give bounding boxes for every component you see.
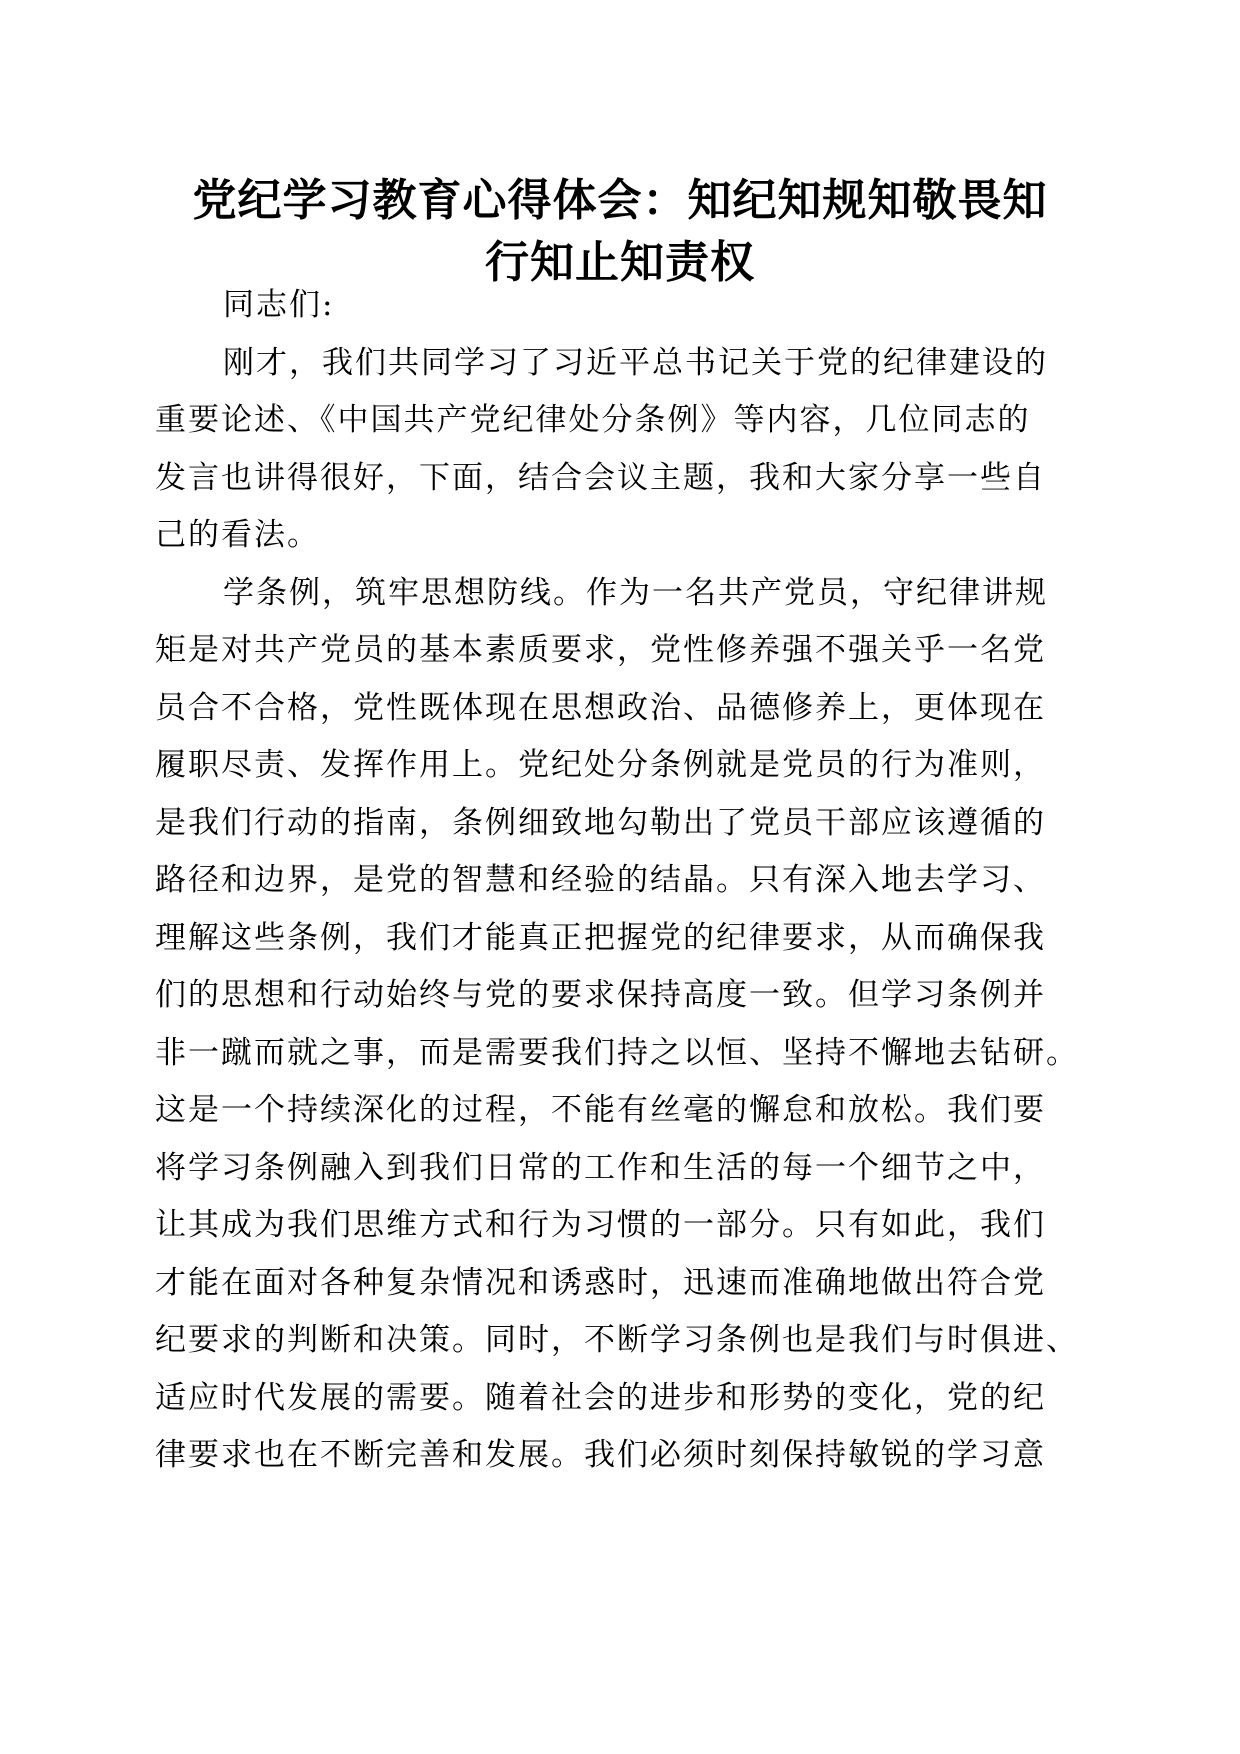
paragraph-line: 非一蹴而就之事，而是需要我们持之以恒、坚持不懈地去钻研。 [155,1034,1079,1071]
paragraph-line: 理解这些条例，我们才能真正把握党的纪律要求，从而确保我 [155,919,1046,956]
paragraph-line: 律要求也在不断完善和发展。我们必须时刻保持敏锐的学习意 [155,1437,1046,1473]
greeting: 同志们: [223,287,335,323]
paragraph-line: 们的思想和行动始终与党的要求保持高度一致。但学习条例并 [155,977,1046,1013]
document-body [155,277,1095,1485]
paragraph-line: 矩是对共产党员的基本素质要求，党性修养强不强关乎一名党 [155,632,1046,668]
paragraph-line: 学条例，筑牢思想防线。作为一名共产党员，守纪律讲规 [223,574,1048,611]
paragraph-line: 员合不合格，党性既体现在思想政治、品德修养上，更体现在 [155,689,1046,726]
title-line: 行知止知责权 [485,237,755,288]
paragraph-line: 纪要求的判断和决策。同时，不断学习条例也是我们与时俱进、 [155,1322,1079,1358]
paragraph-2 [155,565,1095,1485]
paragraph-line: 是我们行动的指南，条例细致地勾勒出了党员干部应该遵循的 [155,804,1046,841]
paragraph-line: 己的看法。 [155,517,320,553]
paragraph-line: 这是一个持续深化的过程，不能有丝毫的懈怠和放松。我们要 [155,1092,1046,1128]
paragraph-line: 重要论述、《中国共产党纪律处分条例》等内容，几位同志的 [155,402,1031,438]
paragraph-line: 适应时代发展的需要。随着社会的进步和形势的变化，党的纪 [155,1379,1046,1416]
paragraph-line: 让其成为我们思维方式和行为习惯的一部分。只有如此，我们 [155,1207,1046,1243]
paragraph-line: 刚才，我们共同学习了习近平总书记关于党的纪律建设的 [223,344,1048,381]
title-line: 党纪学习教育心得体会：知纪知规知敬畏知 [192,175,1048,226]
paragraph-line: 才能在面对各种复杂情况和诱惑时，迅速而准确地做出符合党 [155,1264,1046,1301]
document-title [150,170,1090,294]
paragraph-line: 履职尽责、发挥作用上。党纪处分条例就是党员的行为准则， [155,747,1046,783]
paragraph-line: 发言也讲得很好，下面，结合会议主题，我和大家分享一些自 [155,459,1046,496]
paragraph-line: 将学习条例融入到我们日常的工作和生活的每一个细节之中， [155,1149,1046,1186]
paragraph-line: 路径和边界，是党的智慧和经验的结晶。只有深入地去学习、 [155,862,1046,898]
paragraph-1 [155,335,1095,565]
